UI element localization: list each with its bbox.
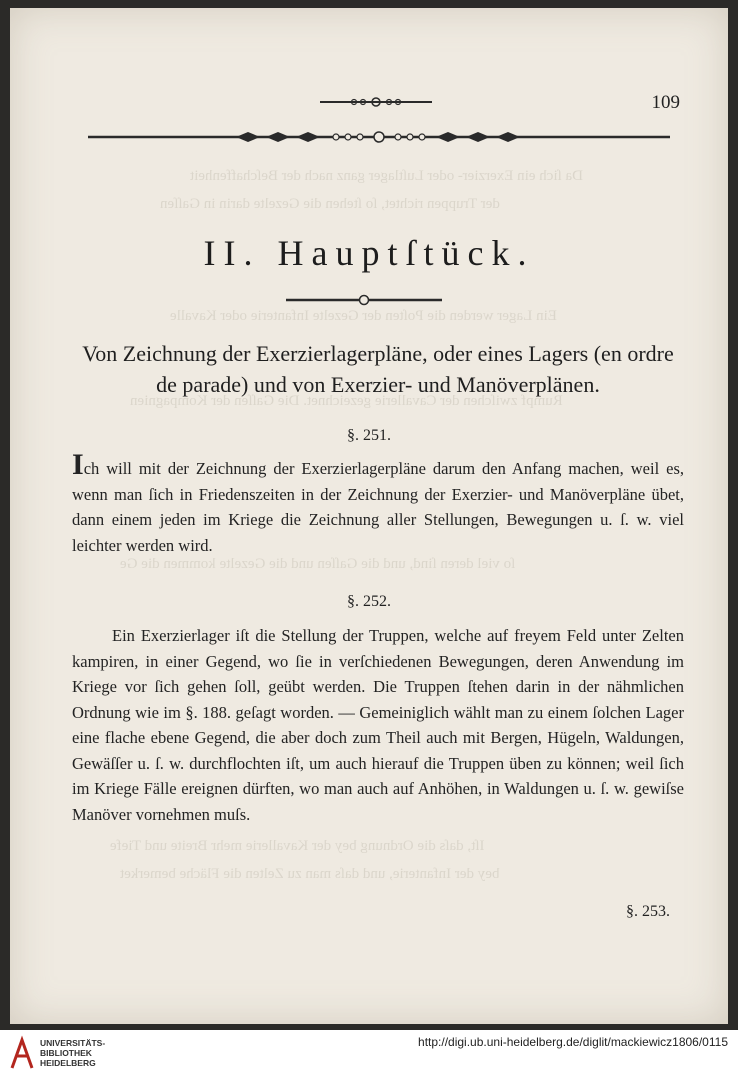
catchword: §. 253.	[626, 903, 670, 920]
paragraph-252: Ein Exerzierlager iſt die Stellung der Truppen, welche auf freyem Feld unter Zelten kampiren, in einer Gegend, wo ſie in verſchiedenen Bewegungen, deren Anwendung im Kriege vor ſich gehen ſoll, geübt werden. Die Truppen ſtehen darin in der nähmlichen Ordnung wie im §. 188. geſagt worden. — Gemeiniglich wählt man zu einem ſolchen Lager eine flache ebene Gegend, die aber doch zum Theil auch mit Bergen, Hügeln, Waldungen, Gewäſſer u. ſ. w. durchflochten iſt, um auch hierauf die Truppen üben zu können; weil ſich im Kriege Fälle ereignen dürften, wo man auch auf Anhöhen, in Waldungen u. ſ. w. gewiſse Manöver vornehmen muſs.	[72, 626, 684, 824]
library-logo-text: UNIVERSITÄTS- BIBLIOTHEK HEIDELBERG	[40, 1038, 106, 1068]
bleed-through-text: Iſt, daſs die Ordnung bey der Kavallerie mehr Breite und Tiefe	[110, 838, 485, 854]
ornament-small-icon	[318, 96, 434, 108]
bleed-through-text: der Truppen richtet, ſo ſtehen die Gezelte darin in Gaſſen	[160, 196, 500, 212]
chapter-subtitle: Von Zeichnung der Exerzierlagerpläne, oder eines Lagers (en ordre de parade) und von Exerzier- und Manöverplänen.	[82, 341, 674, 397]
bleed-through-text: Rumpf zwiſchen der Cavallerie gezeichnet. Die Gaſſen der Kompagnien	[130, 393, 563, 409]
page-number: 109	[651, 92, 680, 113]
paragraph-251-text: ch will mit der Zeichnung der Exerzierlagerpläne darum den Anfang machen, weil es, wenn man ſich in Friedenszeiten in der Zeichnung der Exerzier- und Manöverpläne übet, dann einem jeden im Kriege die Zeichnung aller Stellungen, Bewegungen u. ſ. w. viel leichter werden wird.	[72, 459, 684, 555]
library-logo-icon	[8, 1034, 36, 1074]
bleed-through-text: Ein Lager werden die Poſten der Gezelte Infanterie oder Kavalle	[170, 308, 557, 324]
bleed-through-text: bey der Infanterie, und daſs man zu Zelten die Fläche bemerket	[120, 866, 500, 882]
initial-letter: I	[72, 448, 84, 481]
ornament-rule-icon	[86, 130, 672, 144]
bleed-through-text: ſo viel deren ſind, und die Gaſſen und die Gezelte kommen die Ge	[120, 556, 516, 572]
footer-bar	[0, 1030, 738, 1080]
ornament-divider-icon	[284, 294, 444, 306]
section-heading-252: §. 252.	[347, 593, 391, 610]
paragraph-251	[72, 448, 684, 558]
section-heading-251: §. 251.	[347, 427, 391, 444]
source-url[interactable]: http://digi.ub.uni-heidelberg.de/diglit/mackiewicz1806/0115	[418, 1035, 728, 1049]
chapter-title: II. Hauptſtück.	[203, 233, 535, 273]
bleed-through-text: Da ſich ein Exerzier- oder Luſtlager ganz nach der Beſchaffenheit	[190, 168, 583, 184]
